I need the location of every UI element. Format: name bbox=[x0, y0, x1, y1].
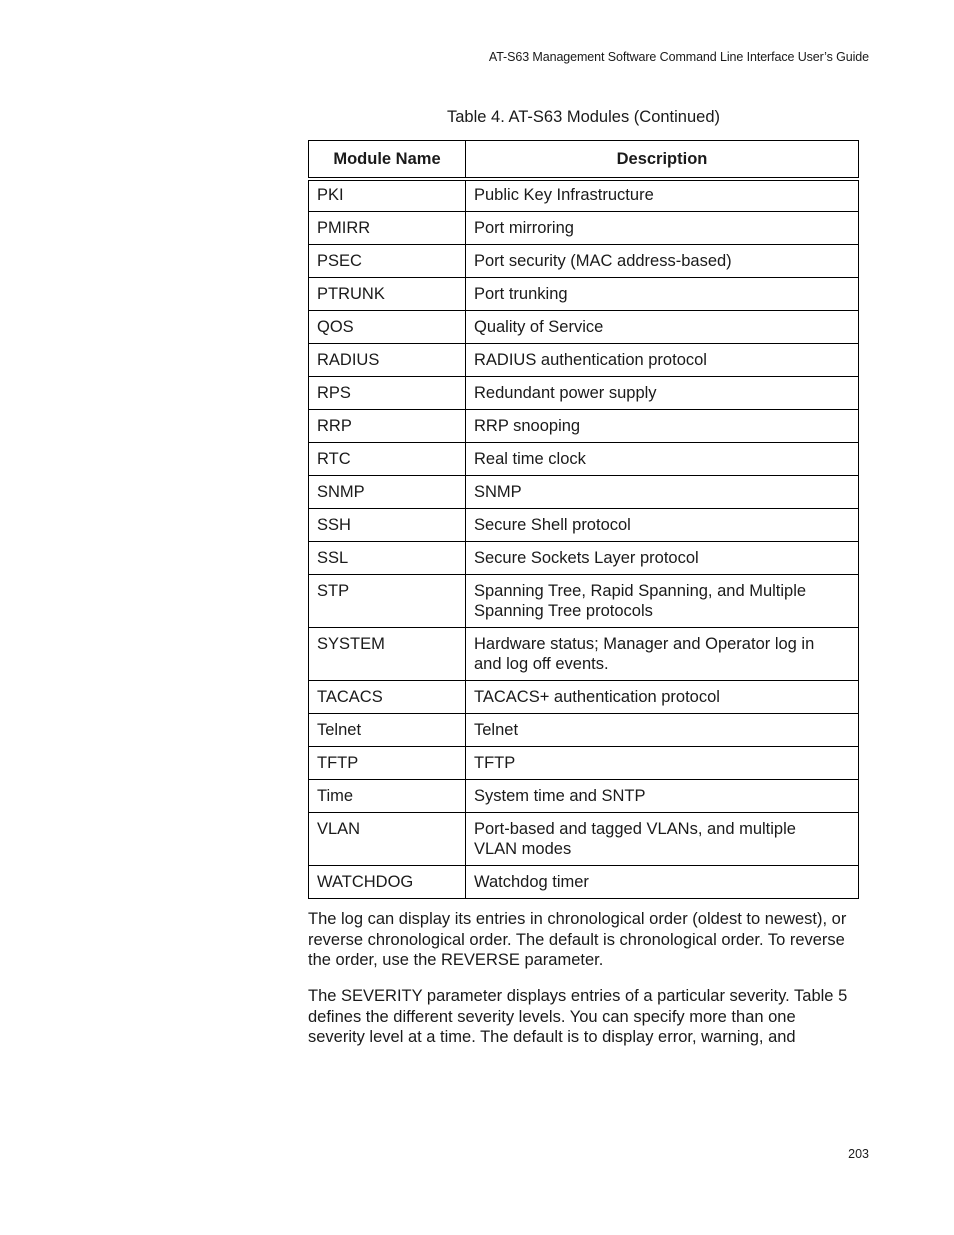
paragraph-line: reverse chronological order. The default is chronological order. To reverse bbox=[308, 930, 845, 949]
running-header: AT-S63 Management Software Command Line Interface User’s Guide bbox=[488, 50, 869, 64]
page-number: 203 bbox=[848, 1147, 869, 1161]
paragraph-log-order bbox=[308, 909, 870, 971]
module-name-cell: WATCHDOG bbox=[309, 866, 466, 899]
module-name-cell: SYSTEM bbox=[309, 628, 466, 681]
module-name-cell: RRP bbox=[309, 410, 466, 443]
description-cell: RRP snooping bbox=[466, 410, 859, 443]
description-cell: Real time clock bbox=[466, 443, 859, 476]
module-name-cell: TFTP bbox=[309, 747, 466, 780]
paragraph-severity bbox=[308, 986, 870, 1048]
paragraph-line: The SEVERITY parameter displays entries of a particular severity. Table 5 bbox=[308, 987, 848, 1005]
table-header-row bbox=[309, 141, 859, 180]
module-name-cell: TACACS bbox=[309, 681, 466, 714]
description-cell: Secure Sockets Layer protocol bbox=[466, 542, 859, 575]
paragraph-line: the order, use the REVERSE parameter. bbox=[308, 951, 604, 969]
column-header-description: Description bbox=[466, 141, 859, 180]
paragraph-line: defines the different severity levels. You can specify more than one bbox=[308, 1007, 796, 1026]
table-row bbox=[309, 476, 859, 509]
paragraph-line: severity level at a time. The default is to display error, warning, and bbox=[308, 1028, 796, 1046]
module-name-cell: Time bbox=[309, 780, 466, 813]
table-row bbox=[309, 714, 859, 747]
description-cell: SNMP bbox=[466, 476, 859, 509]
description-line: and log off events. bbox=[474, 655, 609, 673]
table-caption: Table 4. AT-S63 Modules (Continued) bbox=[446, 108, 720, 126]
description-line: Port-based and tagged VLANs, and multiple bbox=[474, 820, 796, 838]
table-row bbox=[309, 179, 859, 212]
description-line: Spanning Tree protocols bbox=[474, 602, 653, 620]
table-row bbox=[309, 245, 859, 278]
module-name-cell: QOS bbox=[309, 311, 466, 344]
description-cell: Port mirroring bbox=[466, 212, 859, 245]
paragraph-line: The log can display its entries in chronological order (oldest to newest), or bbox=[308, 910, 847, 928]
module-name-cell: PSEC bbox=[309, 245, 466, 278]
table-body bbox=[309, 179, 859, 899]
module-name-cell: STP bbox=[309, 575, 466, 628]
description-cell bbox=[466, 813, 859, 866]
description-cell: TACACS+ authentication protocol bbox=[466, 681, 859, 714]
description-cell bbox=[466, 628, 859, 681]
module-name-cell: VLAN bbox=[309, 813, 466, 866]
module-name-cell: PMIRR bbox=[309, 212, 466, 245]
table-row bbox=[309, 344, 859, 377]
module-name-cell: PKI bbox=[309, 179, 466, 212]
description-cell: Port security (MAC address-based) bbox=[466, 245, 859, 278]
description-cell: Secure Shell protocol bbox=[466, 509, 859, 542]
description-cell: System time and SNTP bbox=[466, 780, 859, 813]
module-name-cell: SSH bbox=[309, 509, 466, 542]
table-row bbox=[309, 410, 859, 443]
table-row bbox=[309, 542, 859, 575]
module-name-cell: RADIUS bbox=[309, 344, 466, 377]
description-cell: Port trunking bbox=[466, 278, 859, 311]
table-row bbox=[309, 628, 859, 681]
description-cell: Quality of Service bbox=[466, 311, 859, 344]
table-row bbox=[309, 681, 859, 714]
description-cell: Public Key Infrastructure bbox=[466, 179, 859, 212]
module-name-cell: Telnet bbox=[309, 714, 466, 747]
table-row bbox=[309, 813, 859, 866]
module-name-cell: PTRUNK bbox=[309, 278, 466, 311]
description-cell: Redundant power supply bbox=[466, 377, 859, 410]
table-row bbox=[309, 575, 859, 628]
table-row bbox=[309, 311, 859, 344]
description-line: Hardware status; Manager and Operator log in bbox=[474, 635, 815, 653]
module-name-cell: RTC bbox=[309, 443, 466, 476]
module-name-cell: RPS bbox=[309, 377, 466, 410]
table-row bbox=[309, 866, 859, 899]
table-row bbox=[309, 780, 859, 813]
table-row bbox=[309, 377, 859, 410]
modules-table bbox=[308, 140, 859, 899]
module-name-cell: SNMP bbox=[309, 476, 466, 509]
column-header-module-name: Module Name bbox=[309, 141, 466, 180]
description-line: VLAN modes bbox=[474, 840, 572, 858]
table-row bbox=[309, 212, 859, 245]
description-line: Spanning Tree, Rapid Spanning, and Multiple bbox=[474, 582, 807, 600]
description-cell: Watchdog timer bbox=[466, 866, 859, 899]
module-name-cell: SSL bbox=[309, 542, 466, 575]
description-cell bbox=[466, 575, 859, 628]
description-cell: TFTP bbox=[466, 747, 859, 780]
description-cell: RADIUS authentication protocol bbox=[466, 344, 859, 377]
table-row bbox=[309, 278, 859, 311]
table-row bbox=[309, 509, 859, 542]
table-row bbox=[309, 747, 859, 780]
description-cell: Telnet bbox=[466, 714, 859, 747]
table-row bbox=[309, 443, 859, 476]
